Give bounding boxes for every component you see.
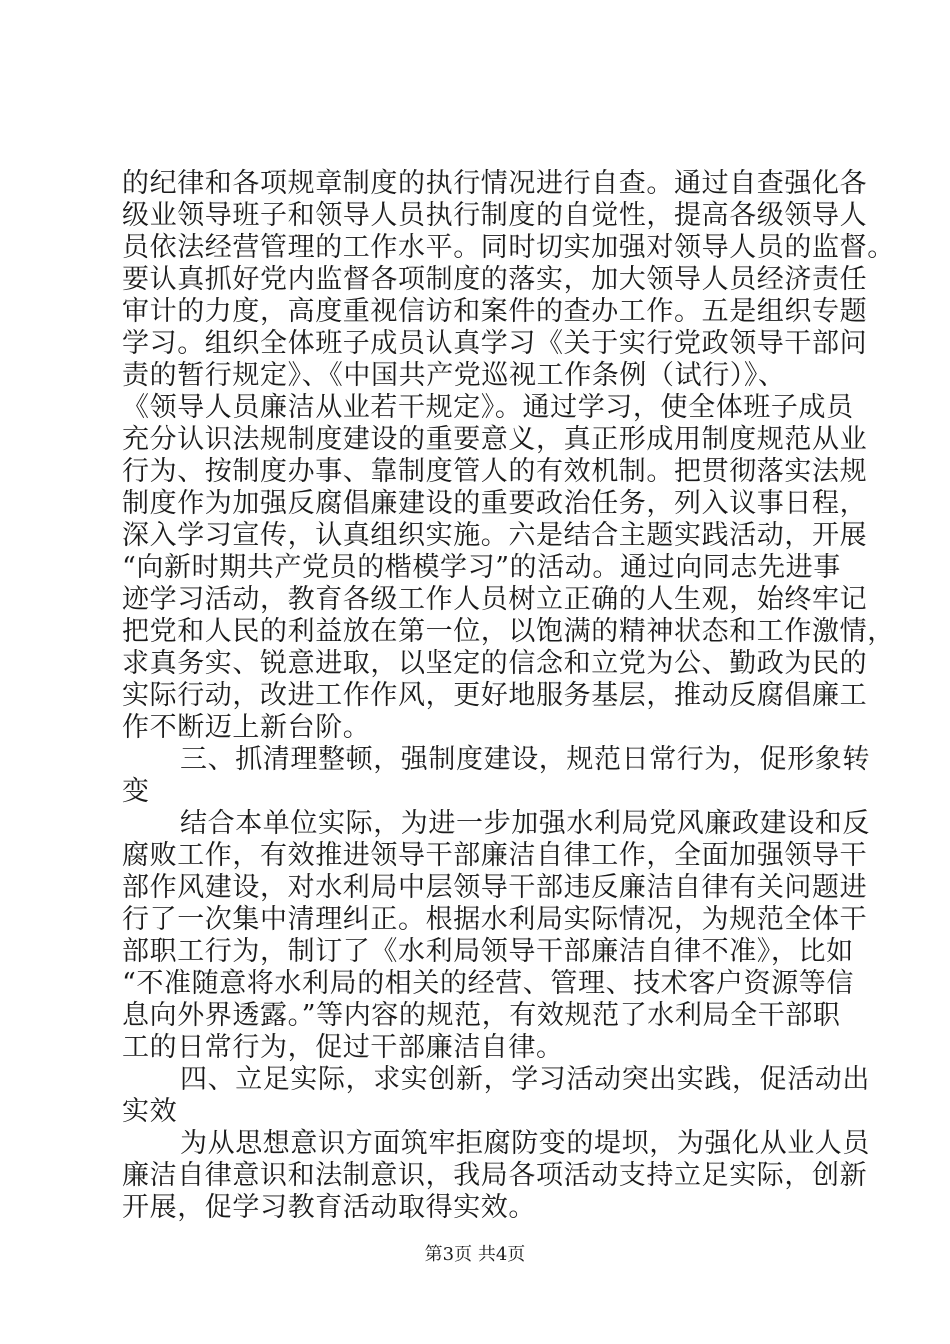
text-line: 责的暂行规定》、《中国共产党巡视工作条例（试行）》、 xyxy=(122,360,786,391)
text-line: “向新时期共产党员的楷模学习”的活动。通过向同志先进事 xyxy=(122,552,841,583)
text-line: 工的日常行为，促过干部廉洁自律。 xyxy=(122,1032,564,1063)
text-line: 学习。组织全体班子成员认真学习《关于实行党政领导干部问 xyxy=(122,328,868,359)
text-line: “不准随意将水利局的相关的经营、管理、技术客户资源等信 xyxy=(122,968,855,999)
text-line: 行了一次集中清理纠正。根据水利局实际情况，为规范全体干 xyxy=(122,904,868,935)
text-line: 充分认识法规制度建设的重要意义，真正形成用制度规范从业 xyxy=(122,424,868,455)
text-line: 行为、按制度办事、靠制度管人的有效机制。把贯彻落实法规 xyxy=(122,456,868,487)
page-footer: 第3页 共4页 xyxy=(424,1244,526,1265)
text-line: 级业领导班子和领导人员执行制度的自觉性，提高各级领导人 xyxy=(122,200,868,231)
text-line: 要认真抓好党内监督各项制度的落实，加大领导人员经济责任 xyxy=(122,264,868,295)
text-line: 作不断迈上新台阶。 xyxy=(122,712,371,743)
text-line: 的纪律和各项规章制度的执行情况进行自查。通过自查强化各 xyxy=(122,168,868,199)
text-line: 部作风建设，对水利局中层领导干部违反廉洁自律有关问题进 xyxy=(122,872,868,903)
text-line: 制度作为加强反腐倡廉建设的重要政治任务，列入议事日程， xyxy=(122,488,868,519)
text-line: 实际行动，改进工作作风，更好地服务基层，推动反腐倡廉工 xyxy=(122,680,868,711)
text-line: 开展，促学习教育活动取得实效。 xyxy=(122,1192,536,1223)
text-line: 变 xyxy=(122,776,150,807)
text-line: 为从思想意识方面筑牢拒腐防变的堤坝，为强化从业人员 xyxy=(180,1128,870,1159)
text-line: 息向外界透露。”等内容的规范，有效规范了水利局全干部职 xyxy=(122,1000,841,1031)
text-line: 员依法经营管理的工作水平。同时切实加强对领导人员的监督。 xyxy=(122,232,895,263)
text-line: 廉洁自律意识和法制意识，我局各项活动支持立足实际，创新 xyxy=(122,1160,868,1191)
document-body xyxy=(122,168,895,1224)
text-line: 三、抓清理整顿，强制度建设，规范日常行为，促形象转 xyxy=(180,744,870,775)
text-line: 深入学习宣传，认真组织实施。六是结合主题实践活动，开展 xyxy=(122,520,868,551)
text-line: 部职工行为，制订了《水利局领导干部廉洁自律不准》，比如 xyxy=(122,936,854,967)
text-line: 四、立足实际，求实创新，学习活动突出实践，促活动出 xyxy=(180,1064,870,1095)
text-line: 腐败工作，有效推进领导干部廉洁自律工作，全面加强领导干 xyxy=(122,840,868,871)
text-line: 求真务实、锐意进取，以坚定的信念和立党为公、勤政为民的 xyxy=(122,648,868,679)
text-line: 审计的力度，高度重视信访和案件的查办工作。五是组织专题 xyxy=(122,296,868,327)
text-line: 迹学习活动，教育各级工作人员树立正确的人生观，始终牢记 xyxy=(122,584,868,615)
text-line: 结合本单位实际，为进一步加强水利局党风廉政建设和反 xyxy=(180,808,870,839)
text-line: 《领导人员廉洁从业若干规定》。通过学习，使全体班子成员 xyxy=(122,392,854,423)
text-line: 实效 xyxy=(122,1096,178,1127)
text-line: 把党和人民的利益放在第一位，以饱满的精神状态和工作激情， xyxy=(122,616,895,647)
